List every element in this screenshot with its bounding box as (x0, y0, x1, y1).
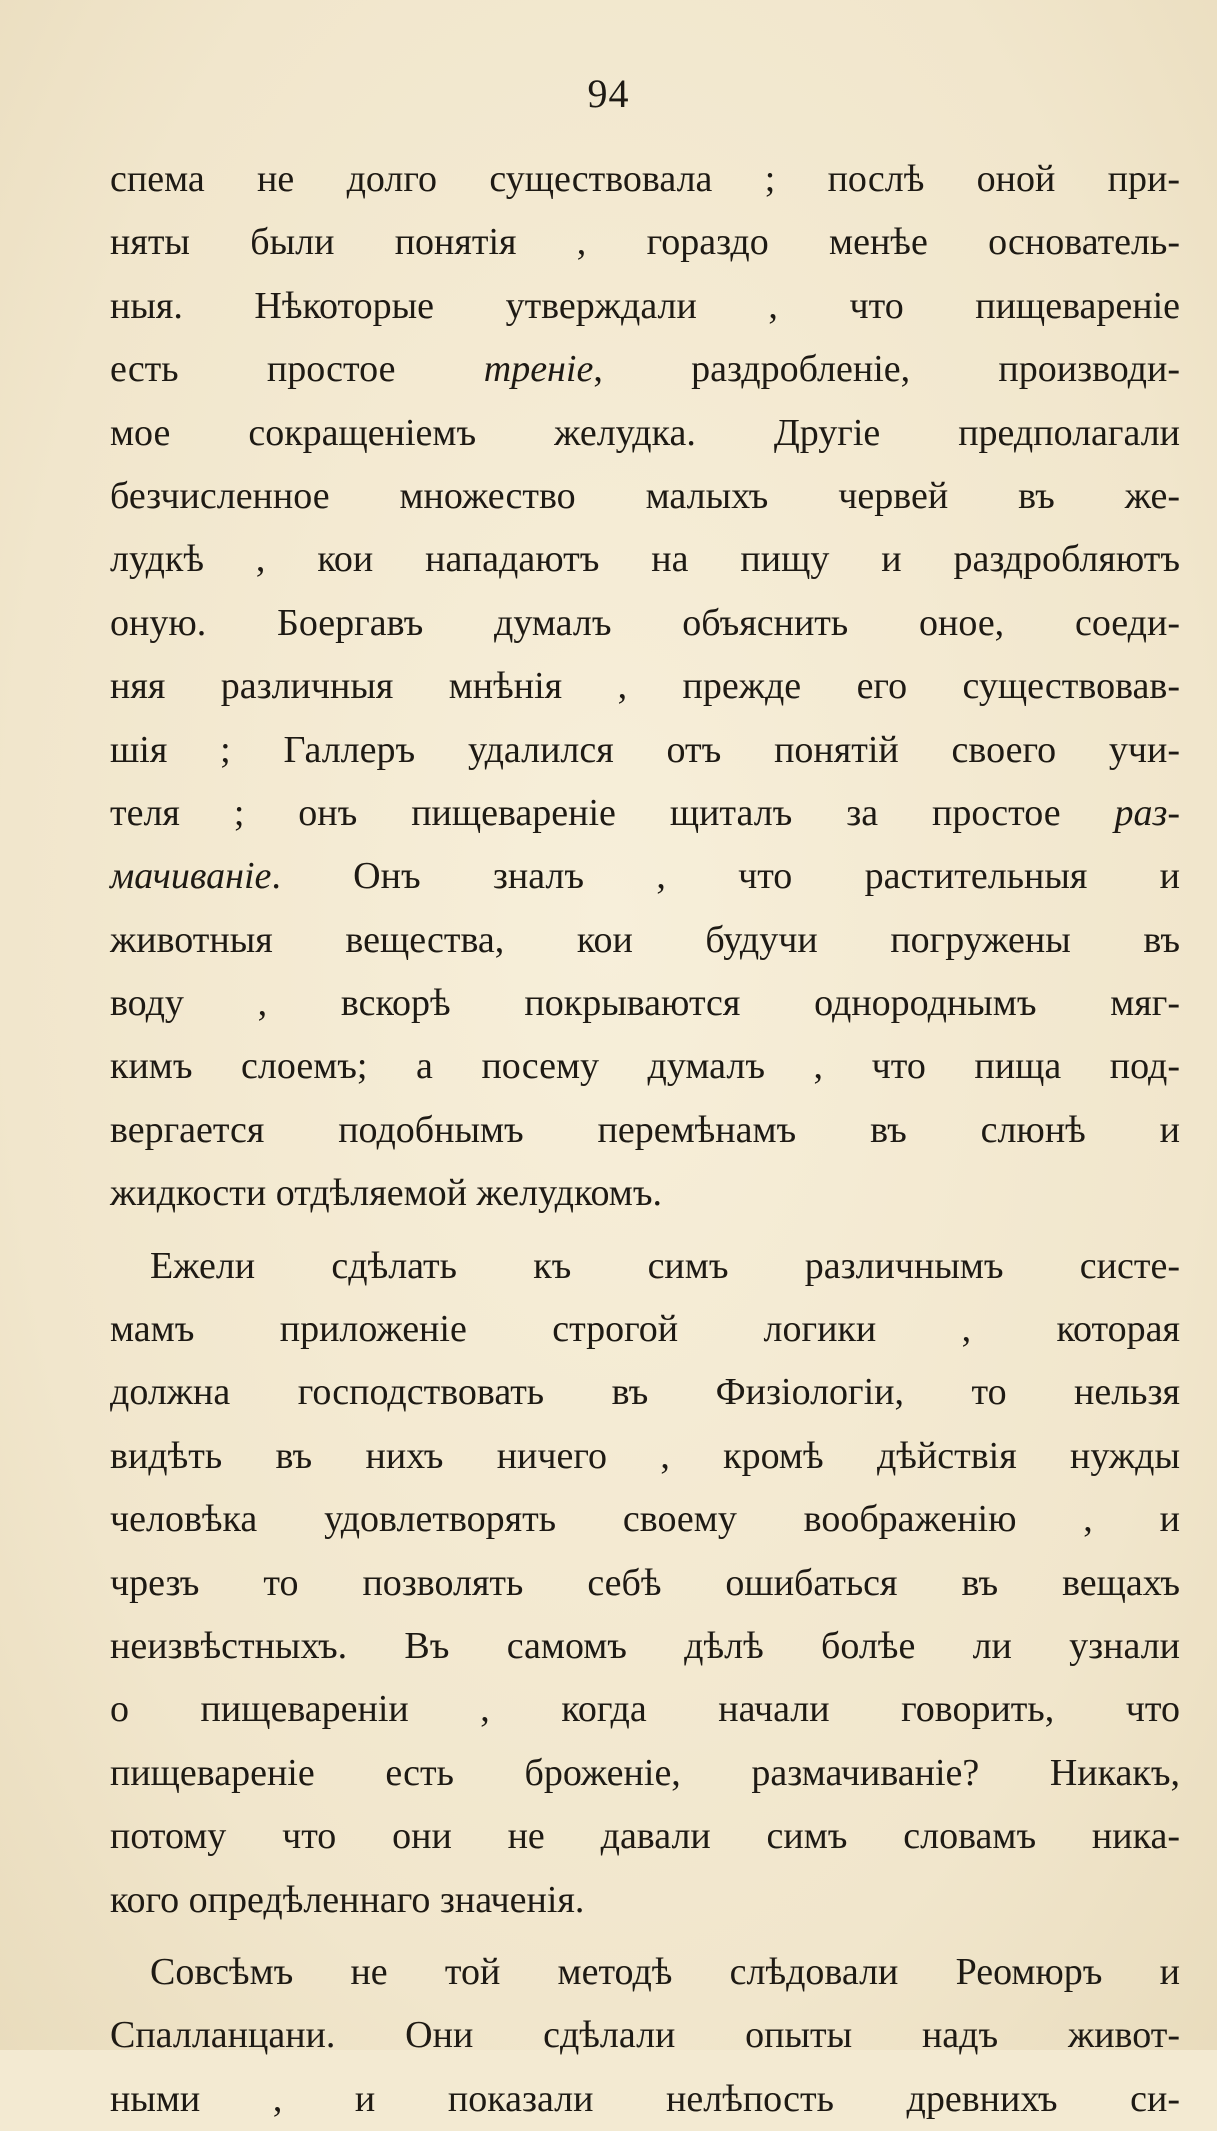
text-line: Спалланцани. Они сдѣлали опыты надъ живот- (110, 2014, 1180, 2057)
text-line: безчисленное множество малыхъ червей въ же- (110, 474, 1180, 517)
italic-term: мачиваніе (110, 855, 272, 898)
text-line: теля ; онъ пищевареніе щиталъ за простое раз- (110, 791, 1180, 834)
text-line: о пищевареніи , когда начали говорить, что (110, 1688, 1180, 1731)
text-line: Совсѣмъ не той методѣ слѣдовали Реомюръ и (150, 1950, 1180, 1993)
text-line: чрезъ то позволять себѣ ошибаться въ вещахъ (110, 1561, 1180, 1604)
italic-term: треніе (483, 348, 594, 391)
text-line: спема не долго существовала ; послѣ оной при- (110, 158, 1180, 200)
text-line: Ежели сдѣлать къ симъ различнымъ систе- (150, 1244, 1180, 1287)
text-line: лудкѣ , кои нападаютъ на пищу и раздробляютъ (110, 538, 1180, 581)
text-line: ными , и показали нелѣпость древнихъ си- (110, 2077, 1180, 2120)
text-line: мое сокращеніемъ желудка. Другіе предполагали (110, 411, 1180, 454)
text-line: мачиваніе. Онъ зналъ , что растительныя и (110, 855, 1180, 898)
text-line: няя различныя мнѣнія , прежде его существовав- (110, 665, 1180, 708)
text-line: шія ; Галлеръ удалился отъ понятій своего учи- (110, 728, 1180, 771)
text-line: няты были понятія , гораздо менѣе основатель- (110, 221, 1180, 264)
italic-term: раз- (1114, 791, 1180, 834)
text-line: вергается подобнымъ перемѣнамъ въ слюнѣ и (110, 1108, 1180, 1151)
text-line: воду , вскорѣ покрываются однороднымъ мяг- (110, 982, 1180, 1025)
text-line: пищевареніе есть броженіе, размачиваніе? Никакъ, (110, 1751, 1180, 1794)
text-line: человѣка удовлетворять своему воображенію , и (110, 1498, 1180, 1541)
text-line: мамъ приложеніе строгой логики , которая (110, 1308, 1180, 1351)
text-line: должна господствовать въ Физіологіи, то нельзя (110, 1371, 1180, 1414)
body-text (110, 148, 1180, 2131)
paragraph-gap (110, 1226, 1180, 1235)
text-line: кого опредѣленнаго значенія. (110, 1878, 585, 1921)
text-line: видѣть въ нихъ ничего , кромѣ дѣйствія нужды (110, 1434, 1180, 1477)
text-line: неизвѣстныхъ. Въ самомъ дѣлѣ болѣе ли узнали (110, 1624, 1180, 1667)
text-line: ныя. Нѣкоторые утверждали , что пищевареніе (110, 284, 1180, 327)
paragraph-gap (110, 1932, 1180, 1941)
text-line: жидкости отдѣляемой желудкомъ. (110, 1172, 663, 1215)
text-line: оную. Боергавъ думалъ объяснить оное, соеди- (110, 601, 1180, 644)
text-line: животныя вещества, кои будучи погружены въ (110, 918, 1180, 961)
text-line: потому что они не давали симъ словамъ ника- (110, 1815, 1180, 1858)
page-number: 94 (587, 71, 630, 116)
text-line: есть простое треніе, раздробленіе, производи- (110, 348, 1180, 391)
text-line: кимъ слоемъ; а посему думалъ , что пища под- (110, 1045, 1180, 1088)
